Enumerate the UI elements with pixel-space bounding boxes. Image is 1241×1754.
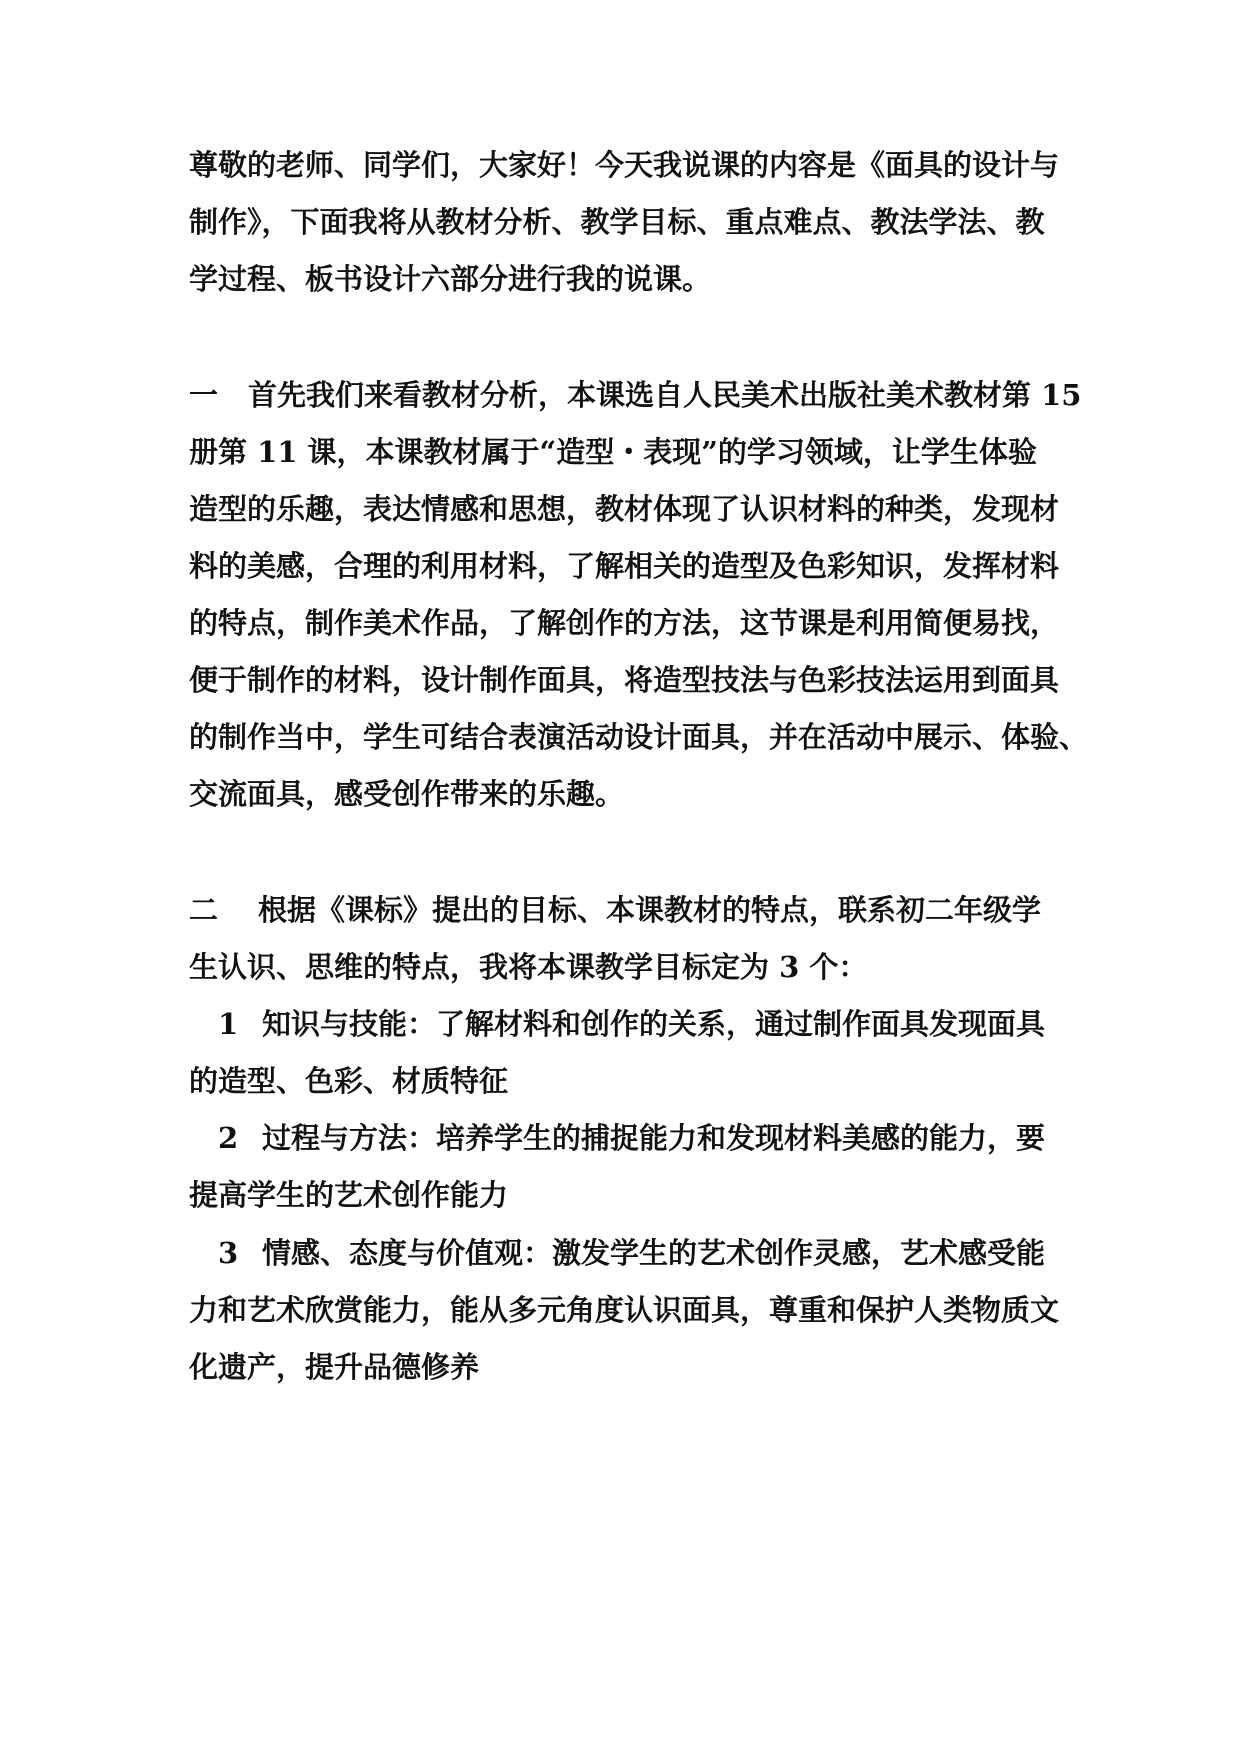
goal-3-line-2: 力和艺术欣赏能力，能从多元角度认识面具，尊重和保护人类物质文 [189, 1293, 1060, 1327]
section2-line-2: 生认识、思维的特点，我将本课教学目标定为 3 个： [189, 950, 868, 984]
goal-2-line-2: 提高学生的艺术创作能力 [189, 1178, 509, 1212]
section1-line-3: 造型的乐趣，表达情感和思想，教材体现了认识材料的种类，发现材 [189, 492, 1060, 526]
section1-line-5: 的特点，制作美术作品，了解创作的方法，这节课是利用简便易找， [189, 606, 1060, 640]
intro-line-2: 制作》，下面我将从教材分析、教学目标、重点难点、教法学法、教 [189, 205, 1045, 239]
goal-1-line-1 [218, 1004, 1045, 1044]
goal-1-number: 1 [218, 1007, 239, 1041]
goal-1-text: 知识与技能：了解材料和创作的关系，通过制作面具发现面具 [262, 1007, 1046, 1041]
section1-line-7: 的制作当中，学生可结合表演活动设计面具，并在活动中展示、体验、 [189, 720, 1089, 754]
goal-3-line-3: 化遗产，提升品德修养 [189, 1350, 480, 1384]
goal-2-number: 2 [218, 1121, 239, 1155]
goal-3-line-1 [218, 1233, 1045, 1273]
section1-line-1 [189, 375, 1081, 415]
intro-line-1: 尊敬的老师、同学们，大家好！今天我说课的内容是《面具的设计与 [189, 148, 1060, 182]
section1-marker: 一 [189, 378, 219, 412]
goal-2-line-1 [218, 1118, 1045, 1158]
section1-line-1-text: 首先我们来看教材分析，本课选自人民美术出版社美术教材第 15 [248, 378, 1082, 412]
goal-3-number: 3 [218, 1236, 239, 1270]
section1-line-2: 册第 11 课，本课教材属于“造型・表现”的学习领域，让学生体验 [189, 435, 1037, 469]
section2-line-1-text: 根据《课标》提出的目标、本课教材的特点，联系初二年级学 [258, 893, 1042, 927]
section1-line-4: 料的美感，合理的利用材料，了解相关的造型及色彩知识，发挥材料 [189, 549, 1060, 583]
intro-line-3: 学过程、板书设计六部分进行我的说课。 [189, 262, 712, 296]
section2-line-1 [189, 890, 1041, 930]
goal-1-line-2: 的造型、色彩、材质特征 [189, 1064, 509, 1098]
section1-line-8: 交流面具，感受创作带来的乐趣。 [189, 777, 625, 811]
section1-line-6: 便于制作的材料，设计制作面具，将造型技法与色彩技法运用到面具 [189, 663, 1060, 697]
section2-marker: 二 [189, 893, 219, 927]
goal-2-text: 过程与方法：培养学生的捕捉能力和发现材料美感的能力，要 [262, 1121, 1046, 1155]
goal-3-text: 情感、态度与价值观：激发学生的艺术创作灵感，艺术感受能 [262, 1236, 1046, 1270]
